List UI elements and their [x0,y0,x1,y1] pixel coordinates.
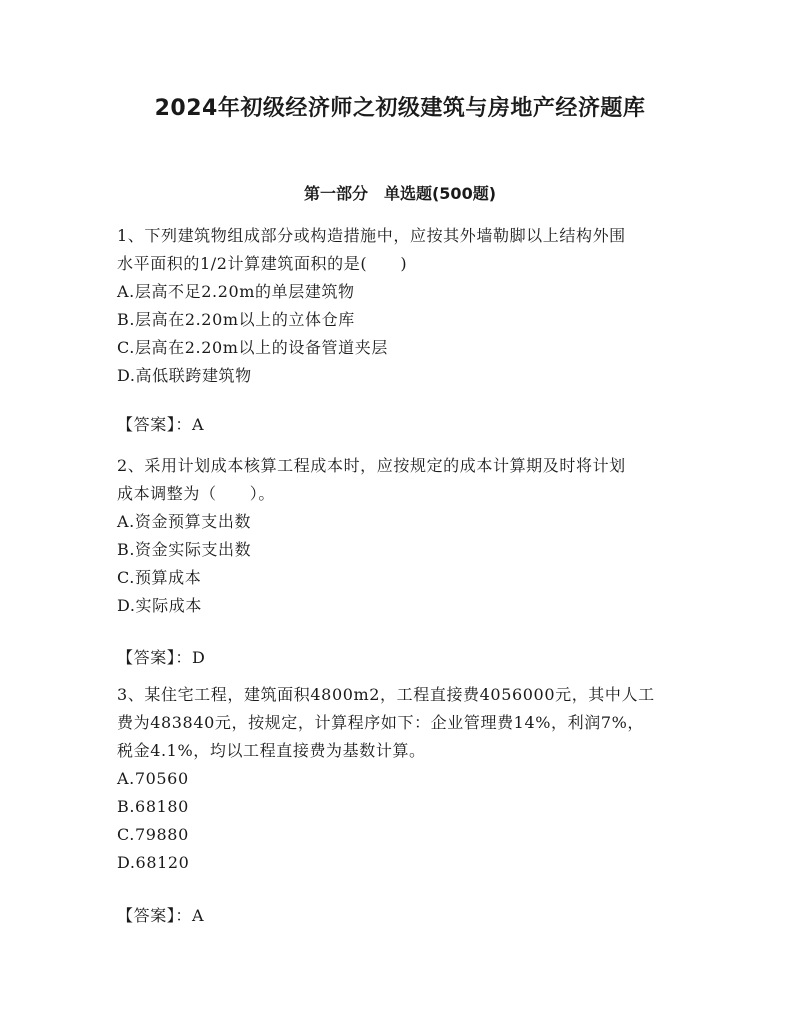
question-3-stem-line-2: 费为483840元，按规定，计算程序如下：企业管理费14%，利润7%， [117,713,645,732]
question-2-option-a: A.资金预算支出数 [117,512,252,531]
question-1-option-b: B.层高在2.20m以上的立体仓库 [117,310,355,329]
question-1 [117,222,687,390]
question-1-stem-line-1: 1、下列建筑物组成部分或构造措施中，应按其外墙勒脚以上结构外围 [117,226,626,245]
question-1-answer [117,411,204,439]
question-2-option-b: B.资金实际支出数 [117,540,252,559]
question-2-stem-line-1: 2、采用计划成本核算工程成本时，应按规定的成本计算期及时将计划 [117,456,626,475]
question-3-answer [117,902,204,930]
question-3-option-a: A.70560 [117,769,189,788]
question-3-stem-line-3: 税金4.1%，均以工程直接费为基数计算。 [117,741,426,760]
question-3-stem-line-1: 3、某住宅工程，建筑面积4800m2，工程直接费4056000元，其中人工 [117,685,655,704]
question-2-stem-line-2: 成本调整为（ ）。 [117,484,276,503]
question-2-option-c: C.预算成本 [117,568,202,587]
question-2-answer-label: 【答案】： [117,648,193,667]
question-3 [117,681,687,877]
question-1-answer-label: 【答案】： [117,415,193,434]
document-title: 2024年初级经济师之初级建筑与房地产经济题库 [154,96,646,121]
section-title: 第一部分 单选题(500题) [303,184,497,203]
question-1-stem-line-2: 水平面积的1/2计算建筑面积的是( ) [117,254,408,273]
question-3-answer-label: 【答案】： [117,906,193,925]
question-3-answer-value: A [192,906,205,925]
question-2-option-d: D.实际成本 [117,596,202,615]
question-2-answer [117,644,205,672]
question-1-option-a: A.层高不足2.20m的单层建筑物 [117,282,355,301]
question-3-option-b: B.68180 [117,797,189,816]
question-3-option-d: D.68120 [117,853,190,872]
question-1-answer-value: A [192,415,205,434]
question-2-answer-value: D [192,648,206,667]
question-1-option-c: C.层高在2.20m以上的设备管道夹层 [117,338,388,357]
question-1-option-d: D.高低联跨建筑物 [117,366,252,385]
question-2 [117,452,687,620]
question-3-option-c: C.79880 [117,825,189,844]
